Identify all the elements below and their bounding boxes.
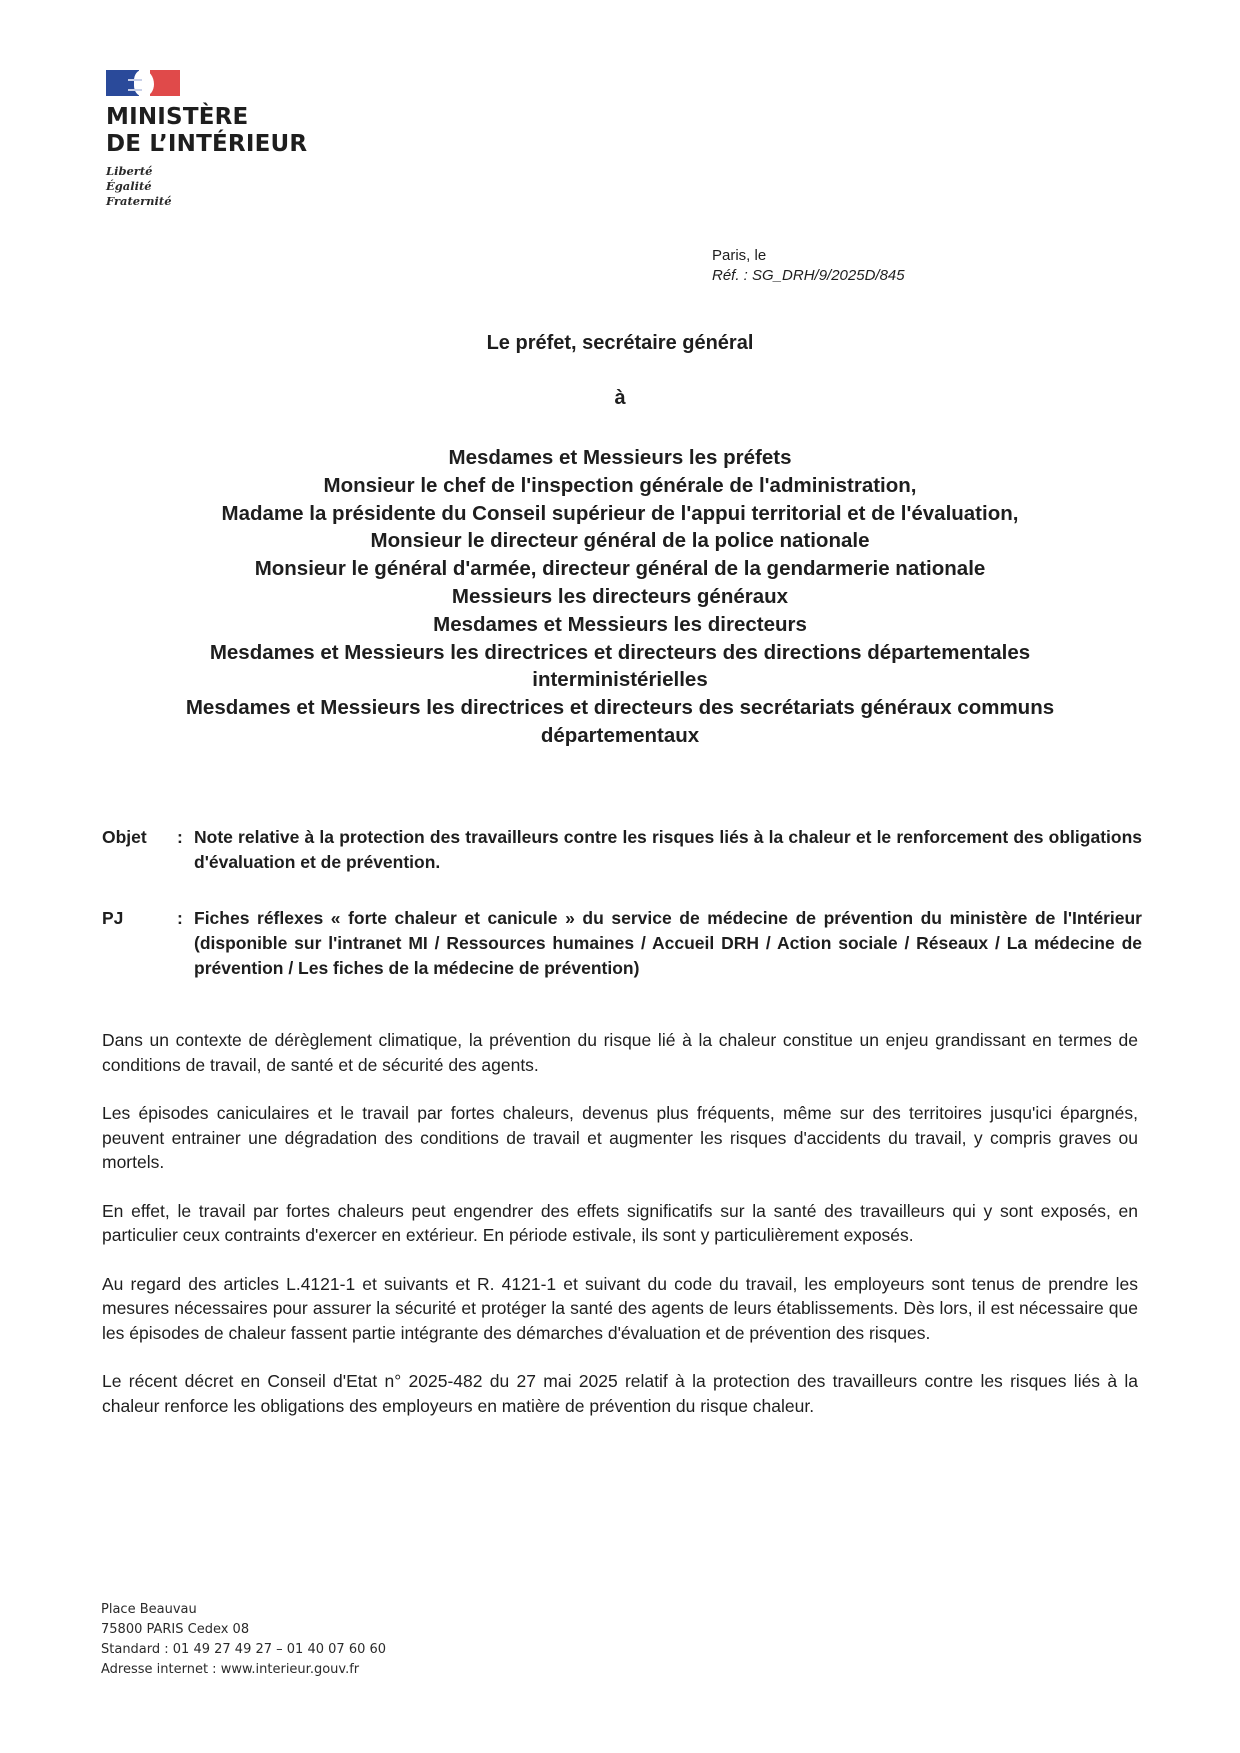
recipient-line: Monsieur le directeur général de la police nationale [370, 529, 870, 553]
body-paragraph: Dans un contexte de dérèglement climatique, la prévention du risque lié à la chaleur constitue un enjeu grandissant en termes de conditions de travail, de santé et de sécurité des agents. [102, 1030, 1138, 1075]
motto-egalite: Égalité [106, 179, 152, 193]
attachment-label: PJ [102, 908, 124, 928]
letter-body [102, 1028, 1138, 1442]
recipient-line: Madame la présidente du Conseil supérieur de l'appui territorial et de l'évaluation, [221, 501, 1019, 525]
recipient-line: Mesdames et Messieurs les directrices et directeurs des secrétariats généraux communs [185, 696, 1055, 720]
ministry-name-line1: MINISTÈRE [106, 104, 249, 130]
recipient-line: Mesdames et Messieurs les directrices et directeurs des directions départementales [209, 640, 1031, 664]
object-colon: : [177, 827, 183, 847]
sender: Le préfet, secrétaire général [486, 332, 754, 354]
attachment-text: Fiches réflexes « forte chaleur et canicule » du service de médecine de prévention du ministère de l'Intérieur (disponible sur l'intranet MI / Ressources humaines / Accueil DRH / Action sociale / Réseaux / La médecine de prévention / Les fiches de la médecine de prévention) [194, 908, 1142, 978]
recipient-line: Monsieur le chef de l'inspection générale de l'administration, [323, 473, 917, 497]
recipient-line: Monsieur le général d'armée, directeur général de la gendarmerie nationale [254, 557, 986, 581]
recipient-line: Mesdames et Messieurs les directeurs [433, 612, 807, 636]
body-paragraph: Au regard des articles L.4121-1 et suivants et R. 4121-1 et suivant du code du travail, les employeurs sont tenus de prendre les mesures nécessaires pour assurer la sécurité et protéger la santé des agents de leurs établissements. Dès lors, il est nécessaire que les épisodes de chaleur fassent partie intégrante des démarches d'évaluation et de prévention des risques. [102, 1273, 1138, 1343]
footer-city: 75800 PARIS Cedex 08 [101, 1622, 250, 1637]
body-paragraph: Le récent décret en Conseil d'Etat n° 2025-482 du 27 mai 2025 relatif à la protection des travailleurs contre les risques liés à la chaleur renforce les obligations des employeurs en matière de prévention du risque chaleur. [102, 1371, 1138, 1416]
motto-liberte: Liberté [106, 164, 153, 178]
recipient-line: Messieurs les directeurs généraux [451, 584, 789, 608]
recipient-line: départementaux [540, 723, 700, 747]
object-label: Objet [102, 827, 147, 847]
footer-contact [101, 1600, 386, 1680]
object-text: Note relative à la protection des travailleurs contre les risques liés à la chaleur et le renforcement des obligations d'évaluation et de prévention. [194, 827, 1142, 872]
marianne-flag-logo-icon [106, 70, 180, 96]
place-date: Paris, le [712, 247, 767, 264]
recipients-list [100, 444, 1140, 750]
ministry-logo-block [106, 70, 307, 209]
footer-address: Place Beauvau [101, 1602, 197, 1617]
republic-motto [106, 164, 307, 209]
footer-phone: Standard : 01 49 27 49 27 – 01 40 07 60 60 [101, 1642, 387, 1657]
object-section [102, 825, 1142, 875]
ministry-name [106, 104, 307, 158]
motto-fraternite: Fraternité [106, 194, 172, 208]
reference-number: Réf. : SG_DRH/9/2025D/845 [712, 267, 905, 284]
footer-website: Adresse internet : www.interieur.gouv.fr [101, 1662, 360, 1677]
body-paragraph: En effet, le travail par fortes chaleurs peut engendrer des effets significatifs sur la santé des travailleurs qui y sont exposés, en particulier ceux contraints d'exercer en extérieur. En période estivale, ils sont y particulièrement exposés. [102, 1200, 1138, 1245]
body-paragraph: Les épisodes caniculaires et le travail par fortes chaleurs, devenus plus fréquents, même sur des territoires jusqu'ici épargnés, peuvent entrainer une dégradation des conditions de travail et augmenter les risques d'accidents du travail, y compris graves ou mortels. [102, 1103, 1138, 1172]
ministry-name-line2: DE L’INTÉRIEUR [106, 131, 308, 157]
attachment-colon: : [177, 908, 183, 928]
date-reference-block [712, 246, 905, 286]
recipient-line: interministérielles [532, 668, 708, 692]
attachment-section [102, 906, 1142, 981]
recipient-line: Mesdames et Messieurs les préfets [448, 446, 792, 469]
to-word: à [614, 387, 626, 409]
